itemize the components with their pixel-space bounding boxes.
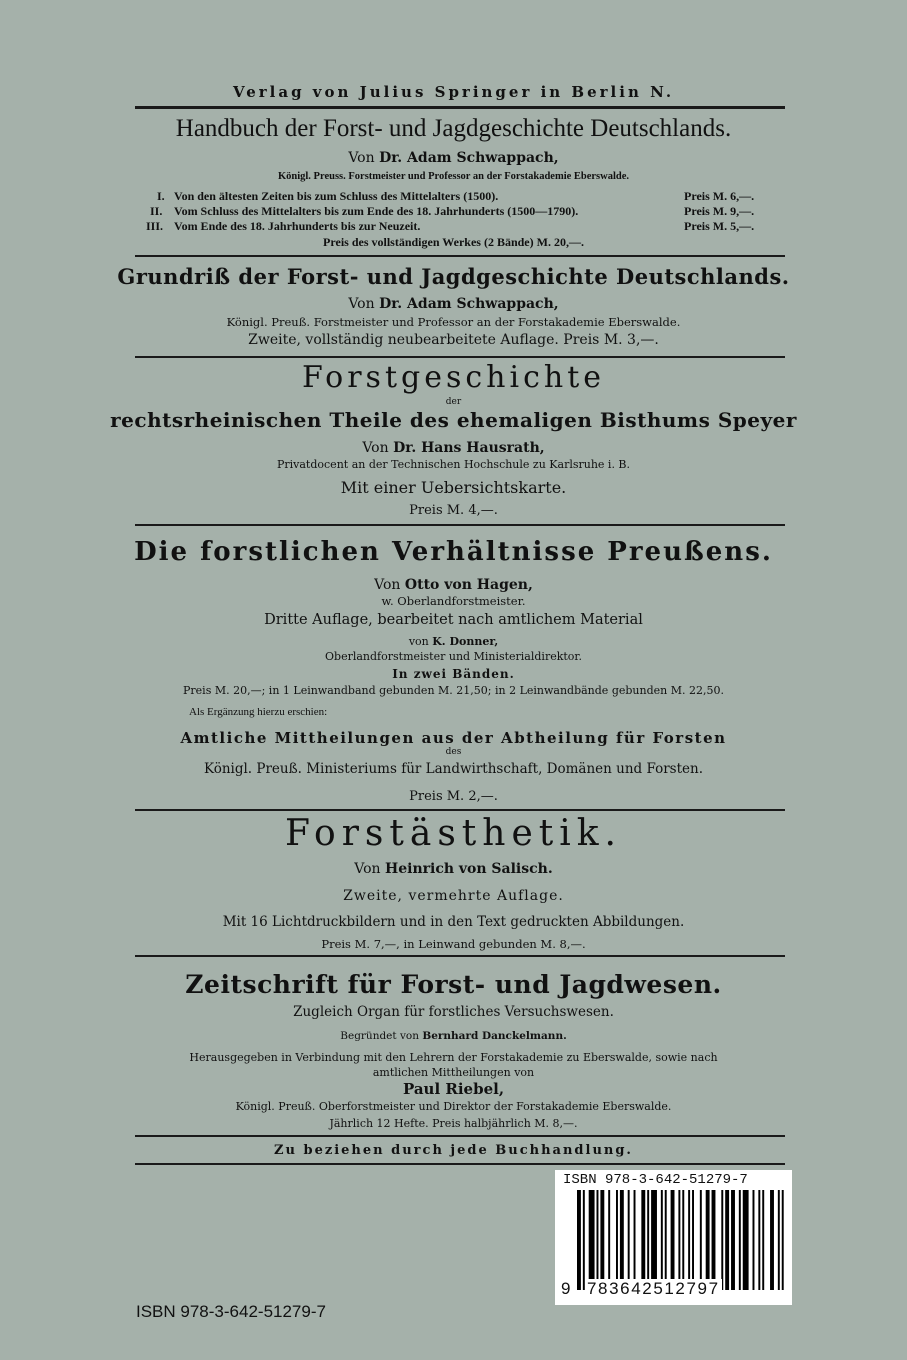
barcode-bar: [739, 1190, 741, 1290]
barcode-first-digit: 9: [561, 1279, 571, 1298]
barcode-bar: [706, 1190, 710, 1290]
barcode-bar: [692, 1190, 694, 1290]
barcode-bar: [743, 1190, 749, 1290]
book3-price: Preis M. 4,—.: [409, 503, 498, 518]
volume-3-desc: Vom Ende des 18. Jahrhunderts bis zur Neuzeit.: [174, 219, 421, 233]
book6-editors: Herausgegeben in Verbindung mit den Lehrern der Forstakademie zu Eberswalde, sowie nach: [189, 1051, 718, 1064]
book4-author-line: [0, 577, 907, 593]
book2-author: Dr. Adam Schwappach,: [379, 296, 559, 312]
book6-founded-line: [0, 1030, 907, 1042]
divider: [135, 356, 785, 358]
book4-volumes: In zwei Bänden.: [392, 667, 515, 681]
book2-position: Königl. Preuß. Forstmeister und Professor an der Forstakademie Eberswalde.: [226, 315, 681, 329]
book3-author: Dr. Hans Hausrath,: [393, 440, 545, 456]
book1-author: Dr. Adam Schwappach,: [379, 150, 559, 166]
book1-position: Königl. Preuss. Forstmeister und Professor an der Forstakademie Eberswalde.: [277, 171, 630, 182]
barcode-bar: [678, 1190, 680, 1290]
barcode-digits: 783642512797: [587, 1279, 720, 1298]
barcode-bar: [641, 1190, 645, 1290]
footer-text: Zu beziehen durch jede Buchhandlung.: [274, 1143, 633, 1158]
barcode-bar: [647, 1190, 649, 1290]
barcode-bar: [782, 1190, 784, 1290]
book3-title: Forstgeschichte: [301, 360, 606, 395]
book6-editor-position: Königl. Preuß. Oberforstmeister und Direktor der Forstakademie Eberswalde.: [235, 1100, 672, 1113]
book1-author-line: [0, 150, 907, 166]
book1-total: Preis des vollständigen Werkes (2 Bände) M. 20,—.: [323, 235, 584, 249]
publisher-header: Verlag von Julius Springer in Berlin N.: [232, 83, 675, 101]
book3-map: Mit einer Uebersichtskarte.: [340, 478, 567, 497]
book6-editor: Paul Riebel,: [402, 1080, 505, 1098]
barcode-bar: [608, 1190, 610, 1290]
volume-1-desc: Von den ältesten Zeiten bis zum Schluss des Mittelalters (1500).: [174, 189, 499, 203]
divider: [135, 106, 785, 109]
barcode-bar: [583, 1190, 585, 1290]
barcode-bar: [634, 1190, 636, 1290]
book4-author: Otto von Hagen,: [404, 577, 533, 593]
volume-2-price: Preis M. 9,—.: [684, 204, 755, 218]
barcode-bar: [597, 1190, 599, 1290]
book1-title: Handbuch der Forst- und Jagdgeschichte Deutschlands.: [175, 115, 732, 142]
divider: [135, 809, 785, 811]
book2-title: Grundriß der Forst- und Jagdgeschichte Deutschlands.: [117, 264, 790, 289]
barcode-bar: [700, 1190, 702, 1290]
book2-edition: Zweite, vollständig neubearbeitete Auflage. Preis M. 3,—.: [248, 332, 659, 348]
barcode-bar: [778, 1190, 780, 1290]
book3-subtitle: rechtsrheinischen Theile des ehemaligen Bisthums Speyer: [110, 408, 797, 432]
book3-author-line: [0, 440, 907, 456]
volume-1-price: Preis M. 6,—.: [684, 189, 755, 203]
volume-3-num: III.: [146, 219, 164, 233]
barcode-bar: [616, 1190, 618, 1290]
isbn-text: ISBN 978-3-642-51279-7: [136, 1302, 326, 1321]
book4-edition: Dritte Auflage, bearbeitet nach amtlichem Material: [264, 612, 643, 628]
book4-supplement-price: Preis M. 2,—.: [409, 789, 498, 804]
barcode-bar: [758, 1190, 760, 1290]
book4-position: w. Oberlandforstmeister.: [381, 594, 526, 608]
by-label: Von: [354, 861, 381, 877]
barcode-bar: [731, 1190, 735, 1290]
book4-supplement-title: Amtliche Mittheilungen aus der Abtheilung für Forsten: [180, 729, 727, 747]
by-label: Von: [348, 150, 375, 166]
barcode-bar: [628, 1190, 630, 1290]
barcode-bar: [762, 1190, 764, 1290]
book5-author: Heinrich von Salisch.: [385, 861, 553, 877]
barcode-bar: [725, 1190, 729, 1290]
volume-1-num: I.: [157, 189, 165, 203]
divider: [135, 255, 785, 257]
barcode-bar: [721, 1190, 723, 1290]
book4-title: Die forstlichen Verhältnisse Preußens.: [134, 537, 773, 567]
barcode-box: [555, 1170, 792, 1305]
barcode-bar: [600, 1190, 604, 1290]
by-label: Von: [348, 296, 375, 312]
book4-supplement: Als Ergänzung hierzu erschien:: [189, 706, 328, 718]
volume-2-num: II.: [150, 204, 163, 218]
book5-illustrations: Mit 16 Lichtdruckbildern und in den Text gedruckten Abbildungen.: [222, 914, 685, 930]
barcode-bar: [682, 1190, 684, 1290]
book4-editor-position: Oberlandforstmeister und Ministerialdirektor.: [325, 650, 582, 663]
barcode-bar: [712, 1190, 716, 1290]
barcode-bar: [665, 1190, 667, 1290]
book6-issues: Jährlich 12 Hefte. Preis halbjährlich M. 8,—.: [329, 1117, 578, 1130]
book3-der: der: [445, 397, 462, 407]
by-label: Von: [362, 440, 389, 456]
book6-founder: Bernhard Danckelmann.: [422, 1030, 567, 1042]
barcode-bar: [671, 1190, 675, 1290]
barcode-bar: [577, 1190, 581, 1290]
book4-price: Preis M. 20,—; in 1 Leinwandband gebunden M. 21,50; in 2 Leinwandbände gebunden M. 22,50.: [183, 684, 724, 697]
barcode-bar: [770, 1190, 774, 1290]
divider: [135, 955, 785, 957]
book6-organ: Zugleich Organ für forstliches Versuchswesen.: [293, 1004, 614, 1020]
barcode-bar: [620, 1190, 624, 1290]
book4-editor-line: [0, 635, 907, 648]
barcode-bar: [688, 1190, 690, 1290]
book5-title: Forstästhetik.: [285, 813, 622, 854]
barcode-bar: [651, 1190, 657, 1290]
barcode-bar: [753, 1190, 755, 1290]
book3-position: Privatdocent an der Technischen Hochschule zu Karlsruhe i. B.: [276, 458, 631, 471]
book4-des: des: [445, 747, 462, 757]
barcode-bar: [661, 1190, 663, 1290]
book6-editors-2: amtlichen Mittheilungen von: [372, 1066, 535, 1079]
book5-price: Preis M. 7,—, in Leinwand gebunden M. 8,—.: [321, 937, 586, 951]
barcode-isbn: ISBN 978-3-642-51279-7: [563, 1172, 748, 1188]
book5-edition: Zweite, vermehrte Auflage.: [343, 888, 564, 904]
founded-label: Begründet von: [340, 1030, 419, 1042]
book2-author-line: [0, 296, 907, 312]
divider: [135, 1135, 785, 1137]
von-label: von: [408, 635, 429, 648]
divider: [135, 524, 785, 526]
barcode-bar: [589, 1190, 595, 1290]
book4-ministry: Königl. Preuß. Ministeriums für Landwirthschaft, Domänen und Forsten.: [203, 761, 703, 777]
book6-title: Zeitschrift für Forst- und Jagdwesen.: [185, 970, 722, 999]
book4-editor: K. Donner,: [432, 635, 499, 648]
volume-3-price: Preis M. 5,—.: [684, 219, 755, 233]
book5-author-line: [0, 861, 907, 877]
by-label: Von: [374, 577, 401, 593]
volume-2-desc: Vom Schluss des Mittelalters bis zum Ende des 18. Jahrhunderts (1500—1790).: [174, 204, 579, 218]
divider: [135, 1163, 785, 1165]
